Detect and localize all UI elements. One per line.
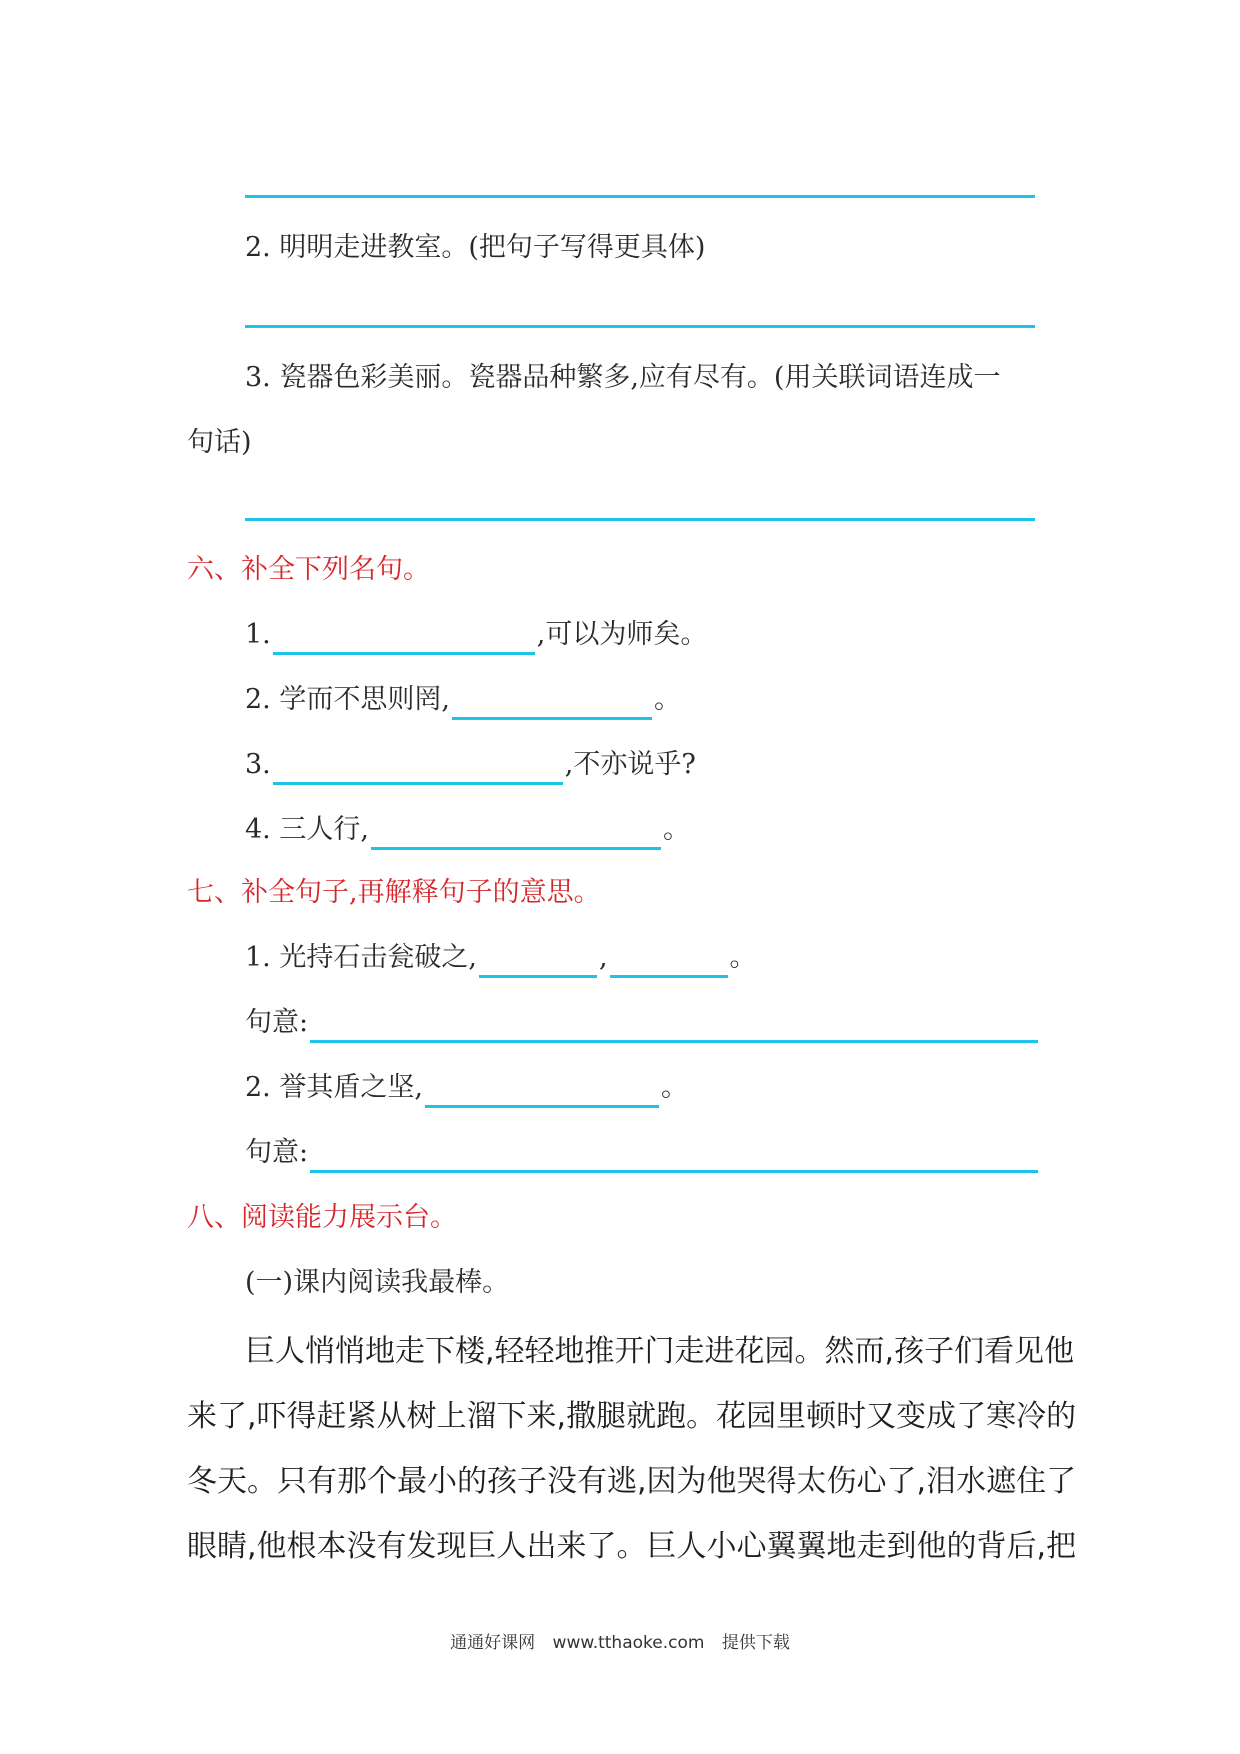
s5-item-3-line2: 句话) [187,427,252,458]
s6-item-4-suffix: 。 [662,814,690,845]
footer-note: 提供下载 [721,1633,790,1653]
s6-item-1 [245,615,707,655]
fill-blank[interactable] [479,945,597,978]
s6-item-2-prefix: 2. 学而不思则罔, [245,684,450,715]
fill-blank[interactable] [273,752,563,785]
footer-site: 通通好课网 [450,1633,536,1653]
section-8-heading: 八、阅读能力展示台。 [187,1202,457,1233]
answer-line[interactable] [245,518,1035,521]
s7-meaning-2 [245,1133,1040,1173]
s7-item-1-prefix: 1. 光持石击瓮破之, [245,942,477,973]
s7-meaning-1 [245,1003,1040,1043]
meaning-blank[interactable] [310,1010,1038,1043]
answer-line[interactable] [245,325,1035,328]
s6-item-3-prefix: 3. [245,749,271,780]
s6-item-4 [245,810,690,850]
page-footer [0,1628,1240,1653]
fill-blank[interactable] [425,1075,659,1108]
fill-blank[interactable] [371,817,661,850]
fill-blank[interactable] [610,945,728,978]
s6-item-3-suffix: ,不亦说乎? [564,749,696,780]
meaning-blank[interactable] [310,1140,1038,1173]
s7-item-2 [245,1068,688,1108]
s7-item-2-suffix: 。 [660,1072,688,1103]
s6-item-2-suffix: 。 [653,684,681,715]
reading-line-3: 冬天。只有那个最小的孩子没有逃,因为他哭得太伤心了,泪水遮住了 [187,1464,1077,1499]
reading-line-2: 来了,吓得赶紧从树上溜下来,撒腿就跑。花园里顿时又变成了寒冷的 [187,1399,1077,1434]
answer-line[interactable] [245,195,1035,198]
footer-url[interactable]: www.tthaoke.com [552,1633,705,1653]
s6-item-1-prefix: 1. [245,619,271,650]
fill-blank[interactable] [452,687,652,720]
s6-item-2 [245,680,681,720]
reading-line-4: 眼睛,他根本没有发现巨人出来了。巨人小心翼翼地走到他的背后,把 [187,1529,1077,1564]
s6-item-3 [245,745,696,785]
s7-item-1-suffix: 。 [729,942,757,973]
section-6-heading: 六、补全下列名句。 [187,554,430,585]
s8-subheading: (一)课内阅读我最棒。 [245,1267,510,1298]
s6-item-1-suffix: ,可以为师矣。 [536,619,708,650]
s7-item-1-mid: , [598,942,608,973]
fill-blank[interactable] [273,622,535,655]
reading-line-1: 巨人悄悄地走下楼,轻轻地推开门走进花园。然而,孩子们看见他 [245,1334,1075,1369]
section-7-heading: 七、补全句子,再解释句子的意思。 [187,877,601,908]
meaning-label: 句意: [245,1007,309,1038]
s7-item-2-prefix: 2. 誉其盾之坚, [245,1072,423,1103]
s6-item-4-prefix: 4. 三人行, [245,814,369,845]
s7-item-1 [245,938,757,978]
s5-item-2: 2. 明明走进教室。(把句子写得更具体) [245,232,706,263]
s5-item-3-line1: 3. 瓷器色彩美丽。瓷器品种繁多,应有尽有。(用关联词语连成一 [245,362,1001,393]
meaning-label: 句意: [245,1137,309,1168]
